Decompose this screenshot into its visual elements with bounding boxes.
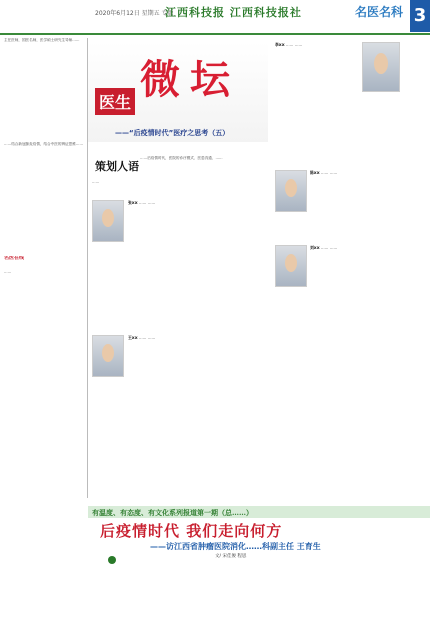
doctor-caption [310, 170, 425, 212]
left-paragraph-2: ……结合新冠肺炎疫情，结合中医的辨证思维…… [4, 142, 84, 146]
doctor-text: …… [329, 170, 338, 175]
doctor-name: 刘XX [310, 245, 320, 250]
left-paragraph-4: …… [4, 270, 12, 274]
doctor-text: …… [329, 245, 338, 250]
doctor-name: 陈XX [310, 170, 320, 175]
doctor-photo [92, 200, 124, 242]
banner-subtitle: ——“后疫情时代”医疗之思考（五） [115, 129, 230, 137]
doctor-photo [92, 335, 124, 377]
section-intro: ……后疫情时代，医院的诊疗模式、医患沟通、…… [140, 156, 223, 160]
feature-headline: 后疫情时代 我们走向何方 [100, 522, 283, 540]
doctor-caption [128, 200, 268, 242]
left-subheading: 名医在线 [4, 256, 25, 261]
doctor-text: …… [147, 200, 156, 205]
section-heading: 策划人语 [95, 160, 139, 173]
feature-byline: 文/ 宋佳俊 程思 [215, 554, 247, 559]
doctor-photo [362, 42, 400, 92]
doctor-title: …… [138, 200, 147, 205]
left-column [4, 38, 84, 508]
doctor-photo [275, 170, 307, 212]
newspaper-logo-icon [108, 556, 116, 564]
doctor-name: 李XX [275, 42, 285, 47]
doctor-photo [275, 245, 307, 287]
doctor-title: …… [138, 335, 147, 340]
series-strip-text: 有温度、有态度、有文化系列报道第一期（总……） [92, 508, 253, 517]
header-divider [0, 33, 430, 35]
feature-subheadline: ——访江西省肿瘤医院消化……科副主任 王育生 [150, 542, 321, 551]
doctor-title: …… [320, 170, 329, 175]
section-body: …… [92, 180, 100, 184]
newspaper-brand: 江西科技报 江西科技报社 [165, 6, 302, 19]
doctor-title: …… [285, 42, 294, 47]
doctor-name: 张XX [128, 200, 138, 205]
doctor-text: …… [294, 42, 303, 47]
doctor-title: …… [320, 245, 329, 250]
doctor-caption [275, 42, 357, 92]
left-paragraph-1: 主任医师，国医名师，医学硕士研究生导师…… [4, 38, 80, 42]
issue-date: 2020年6月12日 星期五 专版 [95, 10, 174, 17]
doctor-text: …… [147, 335, 156, 340]
doctor-name: 王XX [128, 335, 138, 340]
doctor-caption [310, 245, 425, 287]
section-name: 名医名科 [355, 5, 404, 19]
page-number: 3 [410, 0, 430, 32]
banner-title: 微坛 [140, 56, 240, 103]
doctor-caption [128, 335, 268, 377]
banner-label: 医生 [95, 88, 135, 115]
